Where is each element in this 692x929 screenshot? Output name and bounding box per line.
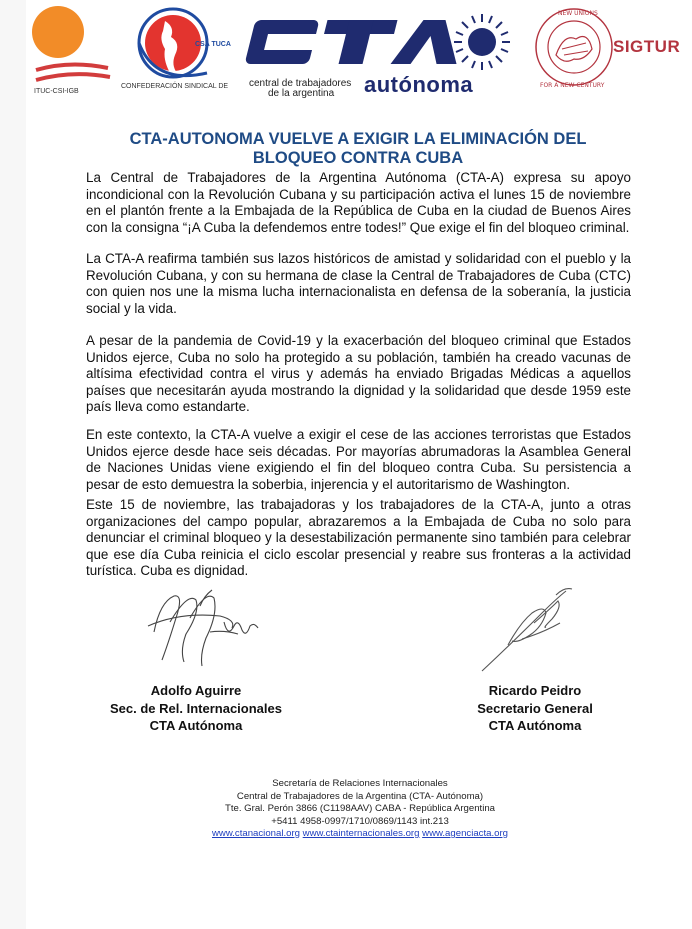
- title-line-2: BLOQUEO CONTRA CUBA: [252, 149, 464, 167]
- title-line-1: CTA-AUTONOMA VUELVE A EXIGIR LA ELIMINACIÓN DEL: [129, 130, 587, 148]
- paragraph-2: La CTA-A reafirma también sus lazos históricos de amistad y solidaridad con el pueblo y la Revolución Cubana, y con su hermana de clase la Central de Trabajadores de Cuba (CTC) con quien nos une la misma lucha internacionalista en defensa de la soberanía, la justicia social y la vida.: [86, 251, 631, 316]
- paragraph-1: La Central de Trabajadores de la Argentina Autónoma (CTA-A) expresa su apoyo incondicional con la Revolución Cubana y su participación activa el lunes 15 de noviembre en el plantón frente a la Embajada de la República de Cuba en la ciudad de Buenos Aires con la consigna “¡A Cuba la defendemos entre todes!” Que exige el fin del bloqueo criminal.: [86, 170, 631, 235]
- ituc-logo: [30, 4, 112, 96]
- paragraph-3: A pesar de la pandemia de Covid-19 y la exacerbación del bloqueo criminal que Estados Unidos ejerce, Cuba no solo ha protegido a su población, también ha creado vacunas de altísima efectividad contra el virus y además ha enviado Brigadas Médicas a aquellos países que necesitarán ayuda mostrando la dignidad y la solidaridad que desde 1959 este país lleva como estandarte.: [86, 333, 631, 415]
- link-ctanacional[interactable]: www.ctanacional.org: [212, 828, 300, 839]
- ituc-logo-icon: [30, 4, 112, 96]
- cta-autonoma-word: autónoma: [364, 72, 474, 97]
- paragraph-5: Este 15 de noviembre, las trabajadoras y los trabajadores de la CTA-A, junto a otras organizaciones del campo popular, abrazaremos a la Embajada de Cuba no solo para denunciar el criminal bloqueo y la desestabilización permanente sino también para celebrar que ese día Cuba reinicia el ciclo escolar presencial y reabre sus fronteras a la actividad turística. Cuba es dignidad.: [86, 497, 631, 579]
- signature-right-image: [472, 583, 582, 675]
- link-ctainternacionales[interactable]: www.ctainternacionales.org: [302, 828, 420, 839]
- footer-line-4: +5411 4958-0997/1710/0869/1143 int.213: [271, 815, 449, 827]
- cta-wordmark-icon: [244, 10, 519, 80]
- signer-left-name: Adolfo Aguirre: [150, 683, 242, 698]
- page-margin: [0, 0, 26, 929]
- signature-right-block: [450, 682, 620, 735]
- link-agenciacta[interactable]: www.agenciacta.org: [422, 828, 508, 839]
- csa-tuca-logo: [115, 3, 233, 96]
- signer-right-role: Secretario General: [477, 700, 593, 716]
- csa-caption: CONFEDERACIÓN SINDICAL DE: [121, 83, 229, 90]
- cta-subtitle-line1: central de trabajadores: [249, 78, 352, 89]
- svg-text:NEW UNIONS: NEW UNIONS: [558, 10, 598, 17]
- ituc-logo-text: ITUC-CSI-IGB: [34, 88, 79, 95]
- signature-left-image: [140, 582, 270, 672]
- signature-left-block: [96, 682, 296, 735]
- sun-icon: [454, 14, 510, 70]
- paragraph-4: En este contexto, la CTA-A vuelve a exigir el cese de las acciones terroristas que Estados Unidos ejerce desde hace seis décadas. Por mayorías abrumadoras la Asamblea General de Naciones Unidas viene exigiendo el fin del bloqueo contra Cuba. Su persistencia a pesar de esto demuestra la soberbia, injerencia y el autoritarismo de Washington.: [86, 427, 631, 492]
- footer-line-3: Tte. Gral. Perón 3866 (C1198AAV) CABA - República Argentina: [224, 803, 495, 814]
- signer-left-org: CTA Autónoma: [149, 718, 243, 733]
- svg-text:FOR A NEW CENTURY: FOR A NEW CENTURY: [540, 82, 605, 89]
- sigtur-logo-text: SIGTUR: [613, 37, 681, 56]
- cta-subtitle-line2: de la argentina: [268, 88, 335, 99]
- footer: [120, 778, 600, 841]
- document-title: [82, 130, 634, 168]
- signer-right-org: CTA Autónoma: [488, 718, 582, 733]
- signer-left-role: Sec. de Rel. Internacionales: [110, 700, 282, 716]
- signer-right-name: Ricardo Peidro: [488, 683, 582, 698]
- new-unions-seal-icon: [530, 3, 620, 93]
- footer-line-2: Central de Trabajadores de la Argentina (CTA- Autónoma): [236, 790, 484, 802]
- footer-line-1: Secretaría de Relaciones Internacionales: [272, 778, 448, 789]
- csa-badge-text: CSA TUCA: [195, 41, 231, 48]
- footer-links: [120, 828, 600, 841]
